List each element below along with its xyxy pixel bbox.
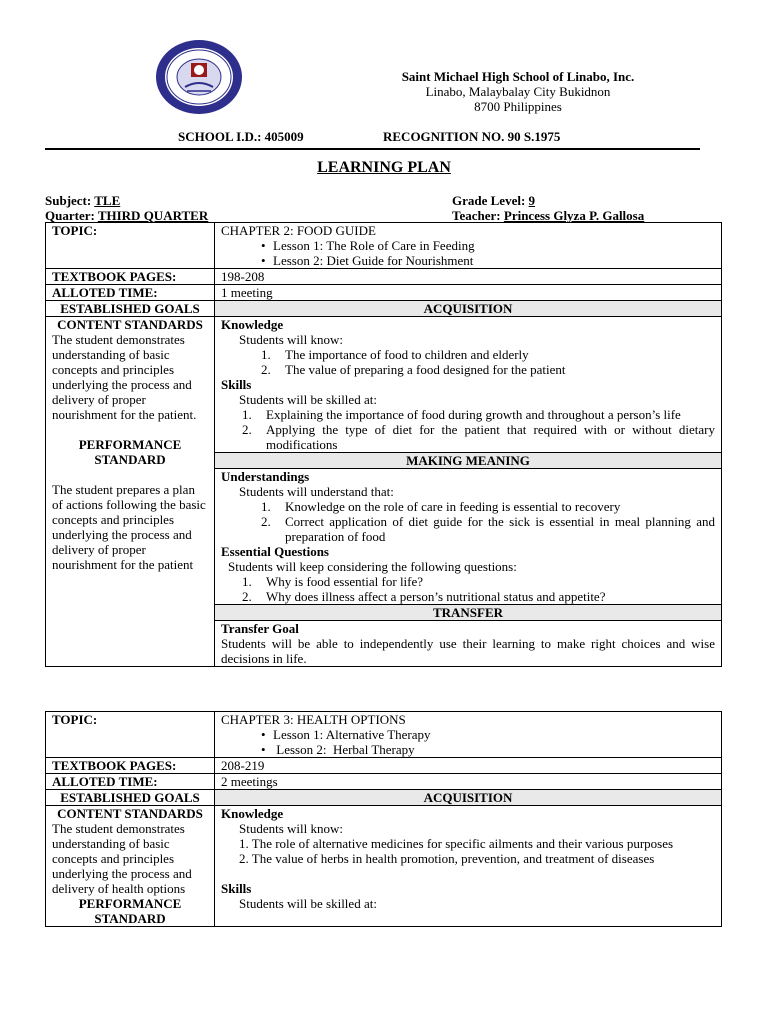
school-id: SCHOOL I.D.: 405009 — [178, 129, 304, 144]
school-address-line2: 8700 Philippines — [474, 99, 562, 114]
lesson-list — [221, 238, 715, 268]
alloted-time-row — [46, 285, 722, 301]
content-standard-text: The student demonstrates understanding of basic concepts and principles underlying the process and delivery of proper nourishment for the patient. — [52, 332, 197, 422]
teacher-field — [452, 208, 644, 223]
quarter-label: Quarter: — [45, 208, 95, 223]
skill-item: 2. Applying the type of diet for the patient that required with or without dietary modifications — [242, 422, 715, 452]
lesson-item: • Lesson 2: Diet Guide for Nourishment — [261, 253, 715, 268]
transfer-header: TRANSFER — [215, 605, 722, 621]
knowledge-heading: Knowledge — [221, 317, 284, 332]
knowledge-item: 1. The role of alternative medicines for specific ailments and their various purposes — [239, 836, 674, 851]
transfer-goal-heading: Transfer Goal — [221, 621, 299, 636]
alloted-time-label: ALLOTED TIME: — [46, 774, 215, 790]
grade-level-field — [452, 193, 535, 208]
textbook-pages-value: 208-219 — [215, 758, 722, 774]
topic-label: TOPIC: — [46, 712, 215, 758]
school-address-line1: Linabo, Malaybalay City Bukidnon — [425, 84, 611, 99]
alloted-time-label: ALLOTED TIME: — [46, 285, 215, 301]
content-standards-label: CONTENT STANDARDS — [57, 806, 203, 821]
performance-standard-label: PERFORMANCE STANDARD — [78, 896, 182, 926]
quarter-field — [45, 208, 208, 223]
content-standards-label: CONTENT STANDARDS — [57, 317, 203, 332]
skills-heading: Skills — [221, 377, 252, 392]
understandings-intro: Students will understand that: — [239, 484, 394, 499]
goals-header-row — [46, 301, 722, 317]
textbook-pages-row — [46, 269, 722, 285]
teacher-label: Teacher: — [452, 208, 501, 223]
transfer-goal-text: Students will be able to independently use their learning to make right choices and wise decisions in life. — [221, 636, 715, 666]
understandings-heading: Understandings — [221, 469, 310, 484]
standards-cell — [46, 317, 215, 667]
alloted-time-value: 2 meetings — [215, 774, 722, 790]
header-divider — [45, 148, 700, 150]
topic-title: CHAPTER 2: FOOD GUIDE — [221, 223, 376, 238]
textbook-pages-row — [46, 758, 722, 774]
standards-cell — [46, 806, 215, 927]
knowledge-intro: Students will know: — [239, 332, 344, 347]
understandings-list — [221, 499, 715, 544]
recognition-number: RECOGNITION NO. 90 S.1975 — [383, 129, 561, 144]
grade-label: Grade Level: — [452, 193, 526, 208]
subject-label: Subject: — [45, 193, 92, 208]
skills-list — [221, 407, 715, 452]
content-row — [46, 806, 722, 927]
skills-heading: Skills — [221, 881, 252, 896]
acquisition-header: ACQUISITION — [215, 790, 722, 806]
knowledge-intro: Students will know: — [239, 821, 344, 836]
textbook-pages-label: TEXTBOOK PAGES: — [46, 758, 215, 774]
acquisition-cell — [215, 317, 722, 453]
making-meaning-cell — [215, 469, 722, 605]
content-row — [46, 317, 722, 453]
skill-item: 1. Explaining the importance of food during growth and throughout a person’s life — [242, 407, 681, 422]
established-goals-label: ESTABLISHED GOALS — [46, 301, 215, 317]
learning-plan-table-2 — [45, 711, 722, 927]
knowledge-list — [221, 347, 715, 377]
grade-value: 9 — [528, 193, 536, 208]
topic-cell — [215, 223, 722, 269]
knowledge-item: 2. The value of herbs in health promotion, prevention, and treatment of diseases — [239, 851, 655, 866]
alloted-time-row — [46, 774, 722, 790]
understanding-item: 2. Correct application of diet guide for the sick is essential in meal planning and preparation of food — [261, 514, 715, 544]
essential-questions-list — [221, 574, 715, 604]
making-meaning-header: MAKING MEANING — [215, 453, 722, 469]
knowledge-item: 1. The importance of food to children and elderly — [261, 347, 529, 362]
skills-intro: Students will be skilled at: — [239, 896, 377, 911]
performance-standard-label: PERFORMANCE STANDARD — [78, 437, 182, 467]
school-name: Saint Michael High School of Linabo, Inc. — [401, 69, 635, 84]
skills-intro: Students will be skilled at: — [239, 392, 377, 407]
essential-questions-intro: Students will keep considering the following questions: — [228, 559, 517, 574]
textbook-pages-label: TEXTBOOK PAGES: — [46, 269, 215, 285]
topic-label: TOPIC: — [46, 223, 215, 269]
content-standard-text: The student demonstrates understanding of basic concepts and principles underlying the process and delivery of health options — [52, 821, 192, 896]
question-item: 1. Why is food essential for life? — [242, 574, 424, 589]
goals-header-row — [46, 790, 722, 806]
topic-row — [46, 223, 722, 269]
topic-cell — [215, 712, 722, 758]
acquisition-header: ACQUISITION — [215, 301, 722, 317]
lesson-list — [221, 727, 715, 757]
lesson-item: • Lesson 1: The Role of Care in Feeding — [261, 238, 715, 253]
learning-plan-table-1 — [45, 222, 722, 667]
knowledge-heading: Knowledge — [221, 806, 284, 821]
established-goals-label: ESTABLISHED GOALS — [46, 790, 215, 806]
knowledge-item: 2. The value of preparing a food designed for the patient — [261, 362, 566, 377]
acquisition-cell — [215, 806, 722, 927]
transfer-cell — [215, 621, 722, 667]
lesson-item: • Lesson 1: Alternative Therapy — [261, 727, 715, 742]
topic-row — [46, 712, 722, 758]
subject-field — [45, 193, 120, 208]
lesson-item: • Lesson 2: Herbal Therapy — [261, 742, 715, 757]
teacher-value: Princess Glyza P. Gallosa — [503, 208, 645, 223]
question-item: 2. Why does illness affect a person’s nutritional status and appetite? — [242, 589, 606, 604]
alloted-time-value: 1 meeting — [215, 285, 722, 301]
essential-questions-heading: Essential Questions — [221, 544, 329, 559]
performance-standard-text: The student prepares a plan of actions following the basic concepts and principles underlying the process and delivery of proper nourishment for the patient — [52, 482, 206, 572]
textbook-pages-value: 198-208 — [215, 269, 722, 285]
subject-value: TLE — [94, 193, 121, 208]
understanding-item: 1. Knowledge on the role of care in feeding is essential to recovery — [261, 499, 621, 514]
quarter-value: THIRD QUARTER — [97, 208, 209, 223]
document-title: LEARNING PLAN — [317, 159, 451, 176]
topic-title: CHAPTER 3: HEALTH OPTIONS — [221, 712, 406, 727]
